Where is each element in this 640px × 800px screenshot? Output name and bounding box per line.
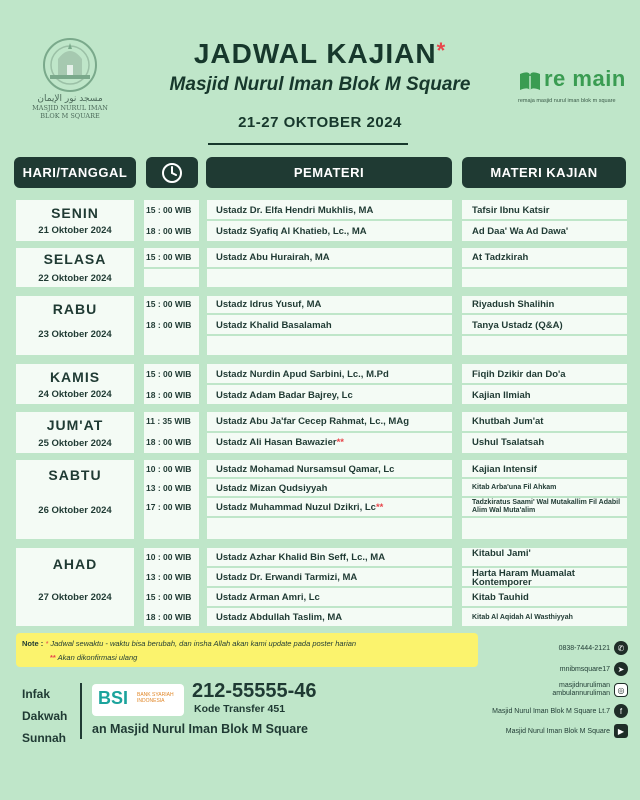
title-star-mark: * <box>436 38 447 63</box>
bsi-subtitle: BANK SYARIAH INDONESIA <box>137 692 174 704</box>
column-header-time <box>146 157 198 188</box>
speaker-name: Ustadz Muhammad Nuzul Dzikri, Lc <box>216 502 376 513</box>
day-date: 27 Oktober 2024 <box>38 592 112 603</box>
session-speaker: Ustadz Abdullah Taslim, MA <box>216 612 343 623</box>
contact-whatsapp[interactable] <box>559 641 628 655</box>
day-name: JUM'AT <box>46 417 104 433</box>
topic-cell <box>462 518 627 539</box>
topic-cell <box>462 269 627 287</box>
session-time: 11 : 35 WIB <box>146 416 191 426</box>
day-date: 25 Oktober 2024 <box>38 438 112 449</box>
contact-text: Masjid Nurul Iman Blok M Square <box>505 727 610 735</box>
infak-label <box>22 683 67 749</box>
session-topic: Tafsir Ibnu Katsir <box>472 205 550 216</box>
contact-facebook[interactable] <box>492 704 628 718</box>
session-topic: Riyadush Shalihin <box>472 299 555 310</box>
day-date: 23 Oktober 2024 <box>38 329 112 340</box>
session-time: 18 : 00 WIB <box>146 226 192 236</box>
session-topic: Kitab Tauhid <box>472 592 529 603</box>
session-speaker: Ustadz Nurdin Apud Sarbini, Lc., M.Pd <box>216 369 389 380</box>
session-time: 18 : 00 WIB <box>146 390 192 400</box>
account-name: an Masjid Nurul Iman Blok M Square <box>92 722 309 736</box>
header <box>0 0 640 150</box>
speaker-cell <box>207 269 452 287</box>
session-time: 15 : 00 WIB <box>146 369 192 379</box>
session-time: 15 : 00 WIB <box>146 252 192 262</box>
day-name: AHAD <box>52 556 98 572</box>
day-date: 21 Oktober 2024 <box>38 225 112 236</box>
session-speaker: Ustadz Mizan Qudsiyyah <box>216 483 328 494</box>
topic-cell <box>462 336 627 355</box>
infak-line-3: Sunnah <box>22 731 66 745</box>
instagram-icon: ◎ <box>614 683 628 697</box>
page-title <box>140 38 500 70</box>
session-topic: Kajian Intensif <box>472 464 537 475</box>
logo-line-2: BLOK M SQUARE <box>40 112 100 120</box>
whatsapp-icon: ✆ <box>614 641 628 655</box>
account-number: 212-55555-46 <box>192 680 317 702</box>
session-speaker: Ustadz Azhar Khalid Bin Seff, Lc., MA <box>216 552 386 563</box>
note-line-2 <box>50 653 137 662</box>
session-time: 13 : 00 WIB <box>146 483 192 493</box>
day-name: SENIN <box>51 205 99 221</box>
contact-text: 0838-7444-2121 <box>558 644 610 652</box>
contact-youtube[interactable] <box>506 724 628 738</box>
column-header-topic: MATERI KAJIAN <box>462 157 626 188</box>
date-range: 21-27 OKTOBER 2024 <box>238 114 402 131</box>
page-title-text: JADWAL KAJIAN <box>193 38 437 69</box>
session-time: 10 : 00 WIB <box>146 464 192 474</box>
session-time: 13 : 00 WIB <box>146 572 192 582</box>
session-time: 15 : 00 WIB <box>146 592 192 602</box>
session-topic: Tanya Ustadz (Q&A) <box>472 320 563 331</box>
transfer-code: Kode Transfer 451 <box>194 703 286 715</box>
speaker-name: Ustadz Ali Hasan Bawazier <box>216 437 337 448</box>
session-time: 10 : 00 WIB <box>146 552 192 562</box>
speaker-cell <box>207 336 452 355</box>
day-name: RABU <box>52 301 98 317</box>
confirm-mark: ** <box>336 437 344 448</box>
column-header-speaker: PEMATERI <box>206 157 452 188</box>
session-topic: Kitabul Jami' <box>472 548 531 559</box>
session-topic: Kitab Arba'una Fil Ahkam <box>472 484 557 491</box>
session-topic: Harta Haram Muamalat Kontemporer <box>472 568 575 588</box>
day-date: 26 Oktober 2024 <box>38 505 112 516</box>
logo-line-1: MASJID NURUL IMAN <box>32 104 108 112</box>
facebook-icon: f <box>614 704 628 718</box>
note-star-mark: * <box>45 639 49 648</box>
session-topic: Kajian Ilmiah <box>472 390 531 401</box>
day-date: 24 Oktober 2024 <box>38 389 112 400</box>
telegram-icon: ➤ <box>614 662 628 676</box>
session-time: 18 : 00 WIB <box>146 320 192 330</box>
page-subtitle: Masjid Nurul Iman Blok M Square <box>169 74 471 95</box>
time-cell <box>144 269 199 287</box>
contact-telegram[interactable] <box>560 662 628 676</box>
session-time: 15 : 00 WIB <box>146 205 192 215</box>
remain-tagline: remaja masjid nurul iman blok m square <box>518 98 616 104</box>
remain-book-icon <box>518 68 542 94</box>
session-speaker <box>216 437 452 448</box>
title-block <box>140 38 500 131</box>
remain-wordmark: re main <box>544 66 626 91</box>
session-time: 18 : 00 WIB <box>146 612 192 622</box>
logo-arabic-text: مسجد نور الإيمان <box>37 94 103 104</box>
session-speaker <box>216 502 452 513</box>
note-label: Note : <box>22 639 44 648</box>
mosque-logo-icon <box>38 35 102 93</box>
contact-text: mnibmsquare17 <box>559 665 610 673</box>
contact-text: Masjid Nurul Iman Blok M Square Lt.7 <box>492 707 610 715</box>
session-speaker: Ustadz Arman Amri, Lc <box>216 592 320 603</box>
session-topic: Ad Daa' Wa Ad Dawa' <box>472 226 569 237</box>
masjid-logo <box>20 35 120 130</box>
session-time: 18 : 00 WIB <box>146 437 192 447</box>
day-name: SELASA <box>43 251 107 267</box>
date-underline <box>208 143 408 145</box>
infak-line-2: Dakwah <box>22 709 68 723</box>
session-speaker: Ustadz Abu Ja'far Cecep Rahmat, Lc., MAg <box>216 416 410 427</box>
session-time: 15 : 00 WIB <box>146 299 192 309</box>
contact-instagram[interactable] <box>540 682 628 698</box>
session-speaker: Ustadz Abu Hurairah, MA <box>216 252 330 263</box>
infak-line-1: Infak <box>22 687 51 701</box>
session-topic: At Tadzkirah <box>472 252 529 263</box>
note-text-1: Jadwal sewaktu - waktu bisa berubah, dan insha Allah akan kami update pada poster harian <box>50 639 357 648</box>
column-header-day: HARI/TANGGAL <box>14 157 136 188</box>
session-topic: Kitab Al Aqidah Al Wasthiyyah <box>472 614 573 621</box>
session-speaker: Ustadz Khalid Basalamah <box>216 320 332 331</box>
session-speaker: Ustadz Dr. Elfa Hendri Mukhlis, MA <box>216 205 374 216</box>
session-topic: Ushul Tsalatsah <box>472 437 545 448</box>
session-topic: Fiqih Dzikir dan Do'a <box>472 369 566 380</box>
note-line-1 <box>22 639 356 648</box>
session-topic: Khutbah Jum'at <box>472 416 544 427</box>
day-date: 22 Oktober 2024 <box>38 273 112 284</box>
divider <box>80 683 82 739</box>
day-name: SABTU <box>48 467 102 483</box>
session-speaker: Ustadz Adam Badar Bajrey, Lc <box>216 390 353 401</box>
session-speaker: Ustadz Syafiq Al Khatieb, Lc., MA <box>216 226 367 237</box>
session-topic: Tadzkiratus Saami' Wal Mutakallim Fil Adabil Alim Wal Muta'alim <box>472 499 621 514</box>
remain-logo <box>518 66 628 106</box>
session-speaker: Ustadz Mohamad Nursamsul Qamar, Lc <box>216 464 395 475</box>
contact-text: masjidnuruliman ambulannuruliman <box>552 682 610 697</box>
day-name: KAMIS <box>49 369 101 385</box>
note-double-star-mark: ** <box>50 653 56 662</box>
session-speaker: Ustadz Idrus Yusuf, MA <box>216 299 322 310</box>
speaker-cell <box>207 518 452 539</box>
youtube-icon: ▶ <box>614 724 628 738</box>
confirm-mark: ** <box>375 502 384 513</box>
bsi-wordmark: BSI <box>98 688 129 708</box>
note-text-2: Akan dikonfirmasi ulang <box>57 653 138 662</box>
clock-icon <box>161 162 183 184</box>
session-time: 17 : 00 WIB <box>146 502 192 512</box>
session-speaker: Ustadz Dr. Erwandi Tarmizi, MA <box>216 572 358 583</box>
